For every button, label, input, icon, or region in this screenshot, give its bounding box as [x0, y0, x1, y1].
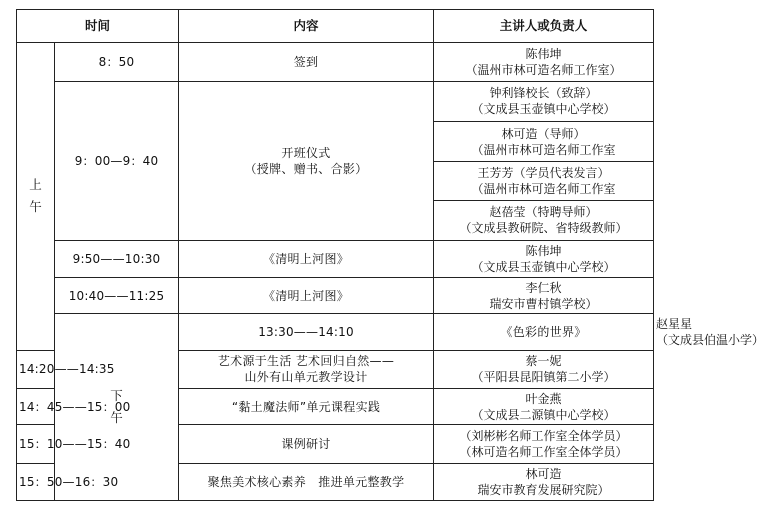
header-row [17, 10, 654, 43]
header-person: 主讲人或负责人 [434, 10, 654, 43]
table-row [17, 81, 654, 121]
time-cell: 9:50——10:30 [55, 240, 179, 277]
person-cell: 陈伟坤 （温州市林可造名师工作室） [434, 43, 654, 81]
person-cell: 陈伟坤 （文成县玉壶镇中心学校） [434, 240, 654, 277]
time-cell: 13:30——14:10 [179, 314, 434, 350]
header-time: 时间 [17, 10, 179, 43]
person-cell: （刘彬彬名师工作室全体学员） （林可造名师工作室全体学员） [434, 425, 654, 463]
table-row: 下 午 13:30——14:10 《色彩的世界》 赵星星 （文成县伯温小学） [17, 314, 654, 350]
content-cell: 《色彩的世界》 [434, 314, 654, 350]
content-cell: 课例研讨 [179, 425, 434, 463]
time-cell: 10:40——11:25 [55, 278, 179, 314]
person-cell: 钟利锋校长（致辞） （文成县玉壶镇中心学校） [434, 81, 654, 121]
table-row [17, 278, 654, 314]
person-cell: 林可造（导师） （温州市林可造名师工作室 [434, 121, 654, 161]
time-cell: 14：45——15：00 [17, 389, 55, 425]
time-cell: 9：00—9：40 [55, 81, 179, 240]
time-cell: 15：50—16：30 [17, 463, 55, 500]
header-content: 内容 [179, 10, 434, 43]
person-cell: 赵蓓莹（特聘导师） （文成县教研院、省特级教师） [434, 200, 654, 240]
period-morning: 上 午 [17, 43, 55, 350]
time-cell: 14:20——14:35 [17, 350, 55, 388]
content-cell: 艺术源于生活 艺术回归自然—— 山外有山单元教学设计 [179, 350, 434, 388]
schedule-table [16, 9, 764, 501]
period-afternoon: 下 午 [55, 314, 179, 501]
person-cell: 李仁秋 瑞安市曹村镇学校） [434, 278, 654, 314]
person-cell: 叶金燕 （文成县二源镇中心学校） [434, 389, 654, 425]
table-row [17, 43, 654, 81]
person-cell: 林可造 瑞安市教育发展研究院） [434, 463, 654, 500]
content-cell: 聚焦美术核心素养 推进单元整教学 [179, 463, 434, 500]
person-cell: 蔡一妮 （平阳县昆阳镇第二小学） [434, 350, 654, 388]
content-cell: “黏土魔法师”单元课程实践 [179, 389, 434, 425]
time-cell: 15：10——15：40 [17, 425, 55, 463]
content-cell: 《清明上河图》 [179, 278, 434, 314]
table-row [17, 240, 654, 277]
time-cell: 8：50 [55, 43, 179, 81]
content-cell: 签到 [179, 43, 434, 81]
content-cell: 《清明上河图》 [179, 240, 434, 277]
content-cell: 开班仪式 （授牌、赠书、合影） [179, 81, 434, 240]
person-cell: 王芳芳（学员代表发言） （温州市林可造名师工作室 [434, 162, 654, 200]
